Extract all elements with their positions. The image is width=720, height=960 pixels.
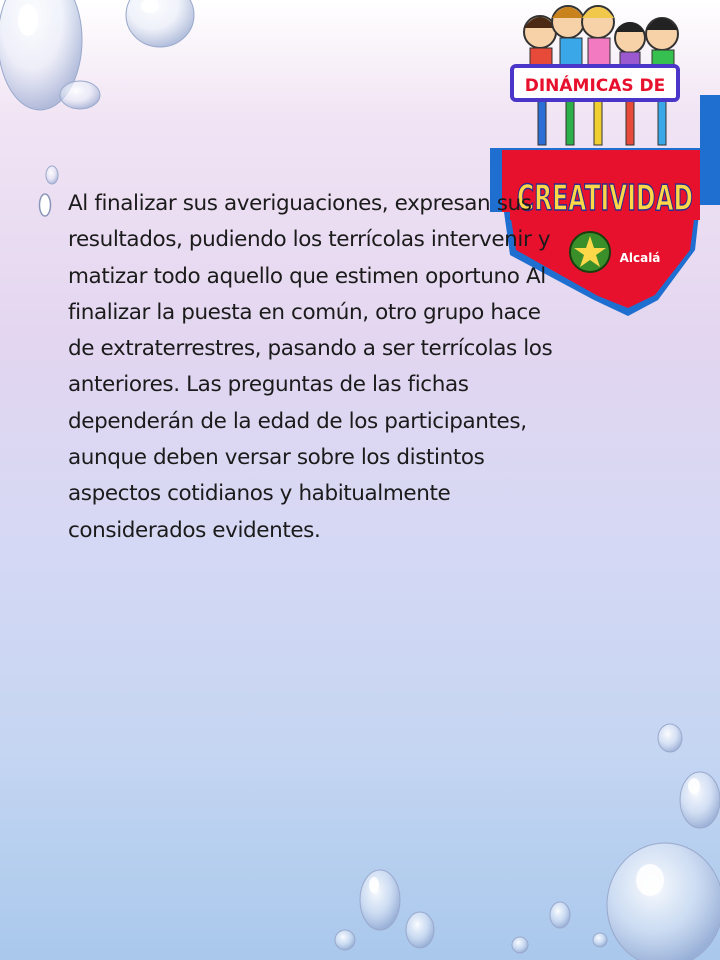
hollow-circle-bullet-icon [38, 191, 52, 219]
logo-main-text: CREATIVIDAD [517, 178, 693, 219]
logo-small-text: Alcalá [619, 251, 661, 265]
body-paragraph: Al finalizar sus averiguaciones, expresan sus resultados, pudiendo los terrícolas intervenir y matizar todo aquello que estimen oportuno Al finalizar la puesta en común, otro grupo hace de extraterrestres, pasando a ser terrícolas los anteriores. Las preguntas de las fichas dependerán de la edad de los participantes, aunque deben versar sobre los distintos aspectos cotidianos y habitualmente considerados evidentes. [68, 191, 553, 543]
logo-top-text: DINÁMICAS DE [524, 76, 666, 96]
